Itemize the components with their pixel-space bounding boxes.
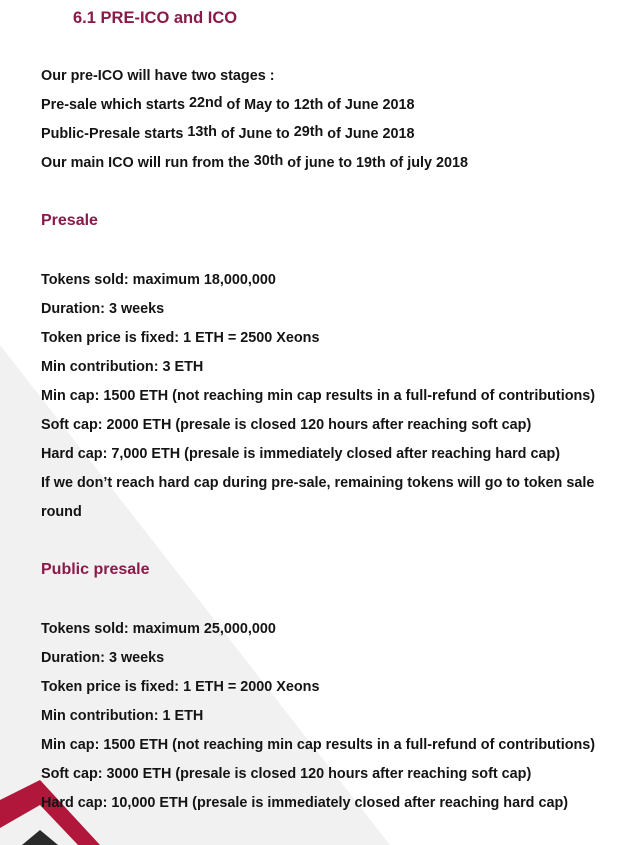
presale-item: Min contribution: 3 ETH bbox=[41, 359, 204, 375]
public-presale-item: Token price is fixed: 1 ETH = 2000 Xeons bbox=[41, 679, 320, 695]
presale-item: round bbox=[41, 504, 82, 520]
intro-line-stages: Our pre-ICO will have two stages : bbox=[41, 68, 275, 84]
text-run: of June to bbox=[216, 126, 294, 142]
date-emphasis: 29th bbox=[293, 124, 324, 140]
public-presale-item: Min contribution: 1 ETH bbox=[41, 708, 204, 724]
text-run: Our main ICO will run from the bbox=[41, 155, 254, 171]
public-presale-item: Soft cap: 3000 ETH (presale is closed 120 hours after reaching soft cap) bbox=[41, 766, 532, 782]
date-emphasis: 30th bbox=[253, 153, 284, 169]
public-presale-heading: Public presale bbox=[41, 561, 150, 578]
presale-item: Token price is fixed: 1 ETH = 2500 Xeons bbox=[41, 330, 320, 346]
text-run: of june to 19th of july 2018 bbox=[283, 155, 468, 171]
section-title: 6.1 PRE-ICO and ICO bbox=[73, 9, 238, 27]
public-presale-item: Hard cap: 10,000 ETH (presale is immediately closed after reaching hard cap) bbox=[41, 795, 569, 811]
intro-line-ico-dates bbox=[41, 154, 468, 172]
presale-item: If we don’t reach hard cap during pre-sale, remaining tokens will go to token sale bbox=[41, 475, 595, 491]
public-presale-item: Tokens sold: maximum 25,000,000 bbox=[41, 621, 276, 637]
presale-heading: Presale bbox=[41, 212, 98, 229]
presale-item: Min cap: 1500 ETH (not reaching min cap results in a full-refund of contributions) bbox=[41, 388, 596, 404]
date-emphasis: 22nd bbox=[188, 95, 223, 111]
presale-item: Soft cap: 2000 ETH (presale is closed 120 hours after reaching soft cap) bbox=[41, 417, 532, 433]
presale-item: Duration: 3 weeks bbox=[41, 301, 165, 317]
public-presale-item: Min cap: 1500 ETH (not reaching min cap results in a full-refund of contributions) bbox=[41, 737, 596, 753]
presale-item: Tokens sold: maximum 18,000,000 bbox=[41, 272, 276, 288]
text-run: Public-Presale starts bbox=[41, 126, 188, 142]
text-run: Pre-sale which starts bbox=[41, 97, 189, 113]
intro-line-public-presale-dates bbox=[41, 125, 415, 143]
text-run: of May to 12th of June 2018 bbox=[222, 97, 415, 113]
text-run: of June 2018 bbox=[323, 126, 415, 142]
public-presale-item: Duration: 3 weeks bbox=[41, 650, 165, 666]
intro-line-presale-dates bbox=[41, 96, 414, 114]
date-emphasis: 13th bbox=[187, 124, 217, 140]
presale-item: Hard cap: 7,000 ETH (presale is immediately closed after reaching hard cap) bbox=[41, 446, 561, 462]
